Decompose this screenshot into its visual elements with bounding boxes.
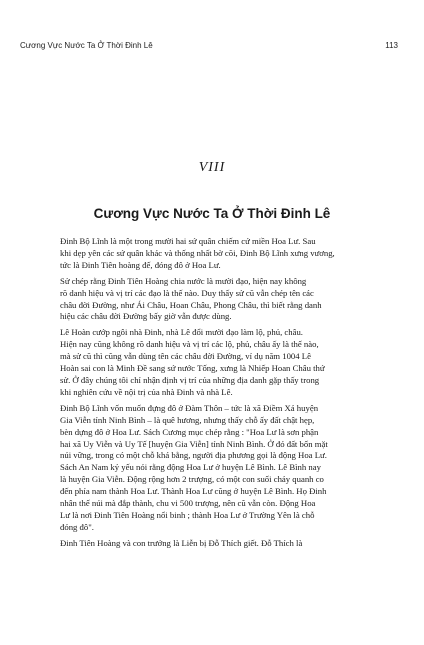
paragraph-line: nhân thế núi mà đắp thành, chu vi 500 trượng, nên cũ vẫn còn. Động Hoa <box>60 498 316 509</box>
paragraph-line: Lư là nơi Đinh Tiên Hoàng nổi binh ; thành Hoa Lư ở Trường Yên là chỗ <box>60 509 315 520</box>
paragraph <box>47 327 387 398</box>
paragraph-line: sử. Ở đây chúng tôi chỉ nhận định vị trí của những địa danh gặp thấy trong <box>60 374 320 385</box>
paragraph-line: khi nghiên cứu về nội trị của nhà Đinh và nhà Lê. <box>60 386 233 397</box>
paragraph-line: hai xã Uy Viễn và Uy Tế [huyện Gia Viễn] tỉnh Ninh Bình. Ở đó đất bốn mặt <box>60 438 328 449</box>
paragraph-line: Đinh Bộ Lĩnh là một trong mười hai sứ quân chiếm cứ miền Hoa Lư. Sau <box>60 236 316 246</box>
paragraph-line: Sử chép rằng Đinh Tiên Hoàng chia nước là mười đạo, hiện nay không <box>60 275 307 286</box>
paragraph <box>47 236 387 272</box>
chapter-number: VIII <box>198 160 226 175</box>
paragraph-line: núi vững, trong có một chỗ khá bằng, người địa phương gọi là động Hoa Lư. <box>60 450 327 461</box>
paragraph-line: Đinh Tiên Hoàng và con trưởng là Liễn bị Đỗ Thích giết. Đỗ Thích là <box>60 537 303 548</box>
paragraph-line: hiệu các châu đời Đường bấy giờ vẫn được dùng. <box>60 311 232 322</box>
paragraph <box>47 403 387 534</box>
chapter-title: Cương Vực Nước Ta Ở Thời Đinh Lê <box>93 206 331 221</box>
paragraph-line: khi dẹp yên các sứ quân khác và thống nhất bờ cõi, Đinh Bộ Lĩnh xưng vương, <box>60 247 335 258</box>
paragraph <box>47 538 387 550</box>
paragraph-line: mà sử cũ thì cũng vẫn dùng tên các châu đời Đường, ví dụ năm 1004 Lê <box>60 351 311 362</box>
paragraph-line: đến phía nam thành Hoa Lư. Thành Hoa Lư cũng ở huyện Lê Bình. Họ Đinh <box>60 486 327 497</box>
body-text <box>47 236 387 554</box>
paragraph-line: là huyện Gia Viễn. Động rộng hơn 2 trượng, có một con suối chảy quanh co <box>60 474 324 485</box>
paragraph-line: Gia Viễn tỉnh Ninh Bình – là quê hương, nhưng thấy chỗ ấy đất chật hẹp, <box>60 414 315 425</box>
paragraph-line: rõ danh hiệu và vị trí các đạo là thế nào. Duy thấy sử cũ vẫn chép tên các <box>60 287 314 298</box>
paragraph-line: tức là Đinh Tiên hoàng đế, đóng đô ở Hoa Lư. <box>60 259 221 270</box>
paragraph-line: châu đời Đường, như Ái Châu, Hoan Châu, Phong Châu, thì biết rằng danh <box>60 299 322 310</box>
paragraph-line: Đinh Bộ Lĩnh vốn muốn đựng đô ở Đàm Thôn – tức là xã Điềm Xá huyện <box>60 402 319 413</box>
paragraph-line: Sách An Nam kỷ yếu nói rằng động Hoa Lư ở huyện Lê Bình. Lê Bình nay <box>60 462 321 473</box>
paragraph <box>47 276 387 324</box>
paragraph-line: Lê Hoàn cướp ngôi nhà Đinh, nhà Lê đổi mười đạo làm lộ, phủ, châu. <box>60 327 303 338</box>
paragraph-line: Hiện nay cũng không rõ danh hiệu và vị trí các lộ, phủ, châu ấy là thế nào, <box>60 339 319 350</box>
running-header <box>20 41 398 50</box>
page-number: 113 <box>385 41 398 50</box>
paragraph-line: đóng đô". <box>60 521 94 532</box>
paragraph-line: bèn dựng đô ở Hoa Lư. Sách Cương mục chép rằng : "Hoa Lư là sơn phận <box>60 426 319 437</box>
paragraph-line: Hoàn sai con là Minh Đề sang sứ nước Tống, xưng là Nhiếp Hoan Châu thứ <box>60 363 325 374</box>
running-title: Cương Vực Nước Ta Ở Thời Đinh Lê <box>20 41 153 50</box>
